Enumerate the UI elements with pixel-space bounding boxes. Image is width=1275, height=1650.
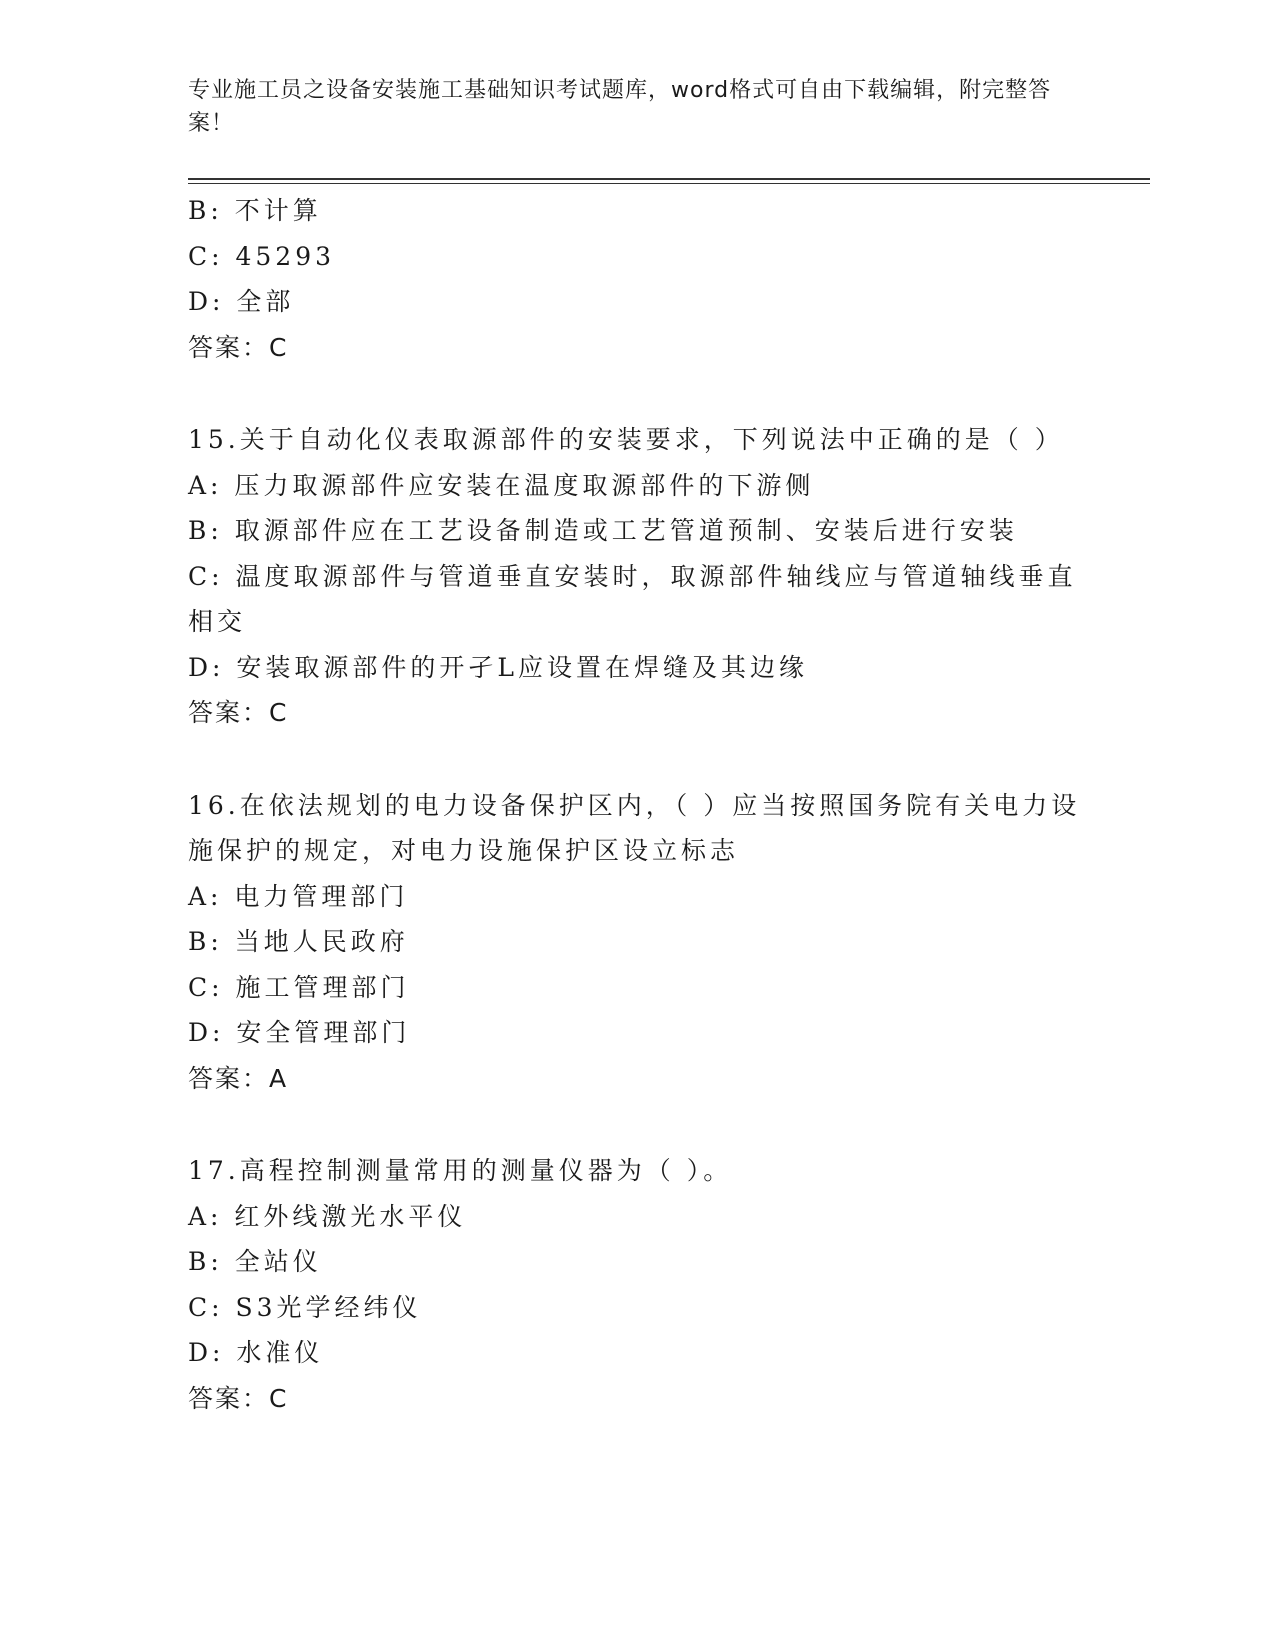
option-d: D: 全部 <box>188 287 295 316</box>
option-a: A: 压力取源部件应安装在温度取源部件的下游侧 <box>188 470 815 500</box>
option-d: D: 水准仪 <box>188 1338 324 1367</box>
option-c: C: 温度取源部件与管道垂直安装时，取源部件轴线应与管道轴线垂直相交 <box>188 561 1077 636</box>
question-stem: 16.在依法规划的电力设备保护区内，（ ）应当按照国务院有关电力设施保护的规定，对电力设施保护区设立标志 <box>188 790 1081 865</box>
question-16 <box>188 783 1088 1102</box>
option-b: B: 不计算 <box>188 196 322 225</box>
answer-line: 答案：C <box>188 1383 289 1413</box>
option-c: C: 45293 <box>188 241 336 271</box>
header-rule-thin <box>188 183 1150 184</box>
option-b: B: 取源部件应在工艺设备制造或工艺管道预制、安装后进行安装 <box>188 516 1018 545</box>
option-d: D: 安全管理部门 <box>188 1018 411 1047</box>
question-15 <box>188 417 1088 736</box>
question-stem: 15.关于自动化仪表取源部件的安装要求，下列说法中正确的是（ ） <box>188 425 1064 454</box>
option-c: C: S3光学经纬仪 <box>188 1292 422 1322</box>
option-b: B: 全站仪 <box>188 1247 322 1276</box>
question-17 <box>188 1148 1088 1421</box>
option-a: A: 电力管理部门 <box>188 881 409 911</box>
document-body <box>188 188 1088 1421</box>
document-header: 专业施工员之设备安装施工基础知识考试题库，word格式可自由下载编辑，附完整答案！ <box>188 78 1052 136</box>
answer-line: 答案：C <box>188 698 289 727</box>
option-d: D: 安装取源部件的开孑L应设置在焊缝及其边缘 <box>188 652 809 682</box>
answer-line: 答案：A <box>188 1063 289 1093</box>
header-rule-thick <box>188 178 1150 180</box>
option-b: B: 当地人民政府 <box>188 927 409 956</box>
option-a: A: 红外线激光水平仪 <box>188 1201 467 1231</box>
option-c: C: 施工管理部门 <box>188 972 410 1002</box>
question-stem: 17.高程控制测量常用的测量仪器为（ ）。 <box>188 1156 733 1185</box>
previous-question <box>188 188 1088 370</box>
answer-line: 答案：C <box>188 332 289 362</box>
